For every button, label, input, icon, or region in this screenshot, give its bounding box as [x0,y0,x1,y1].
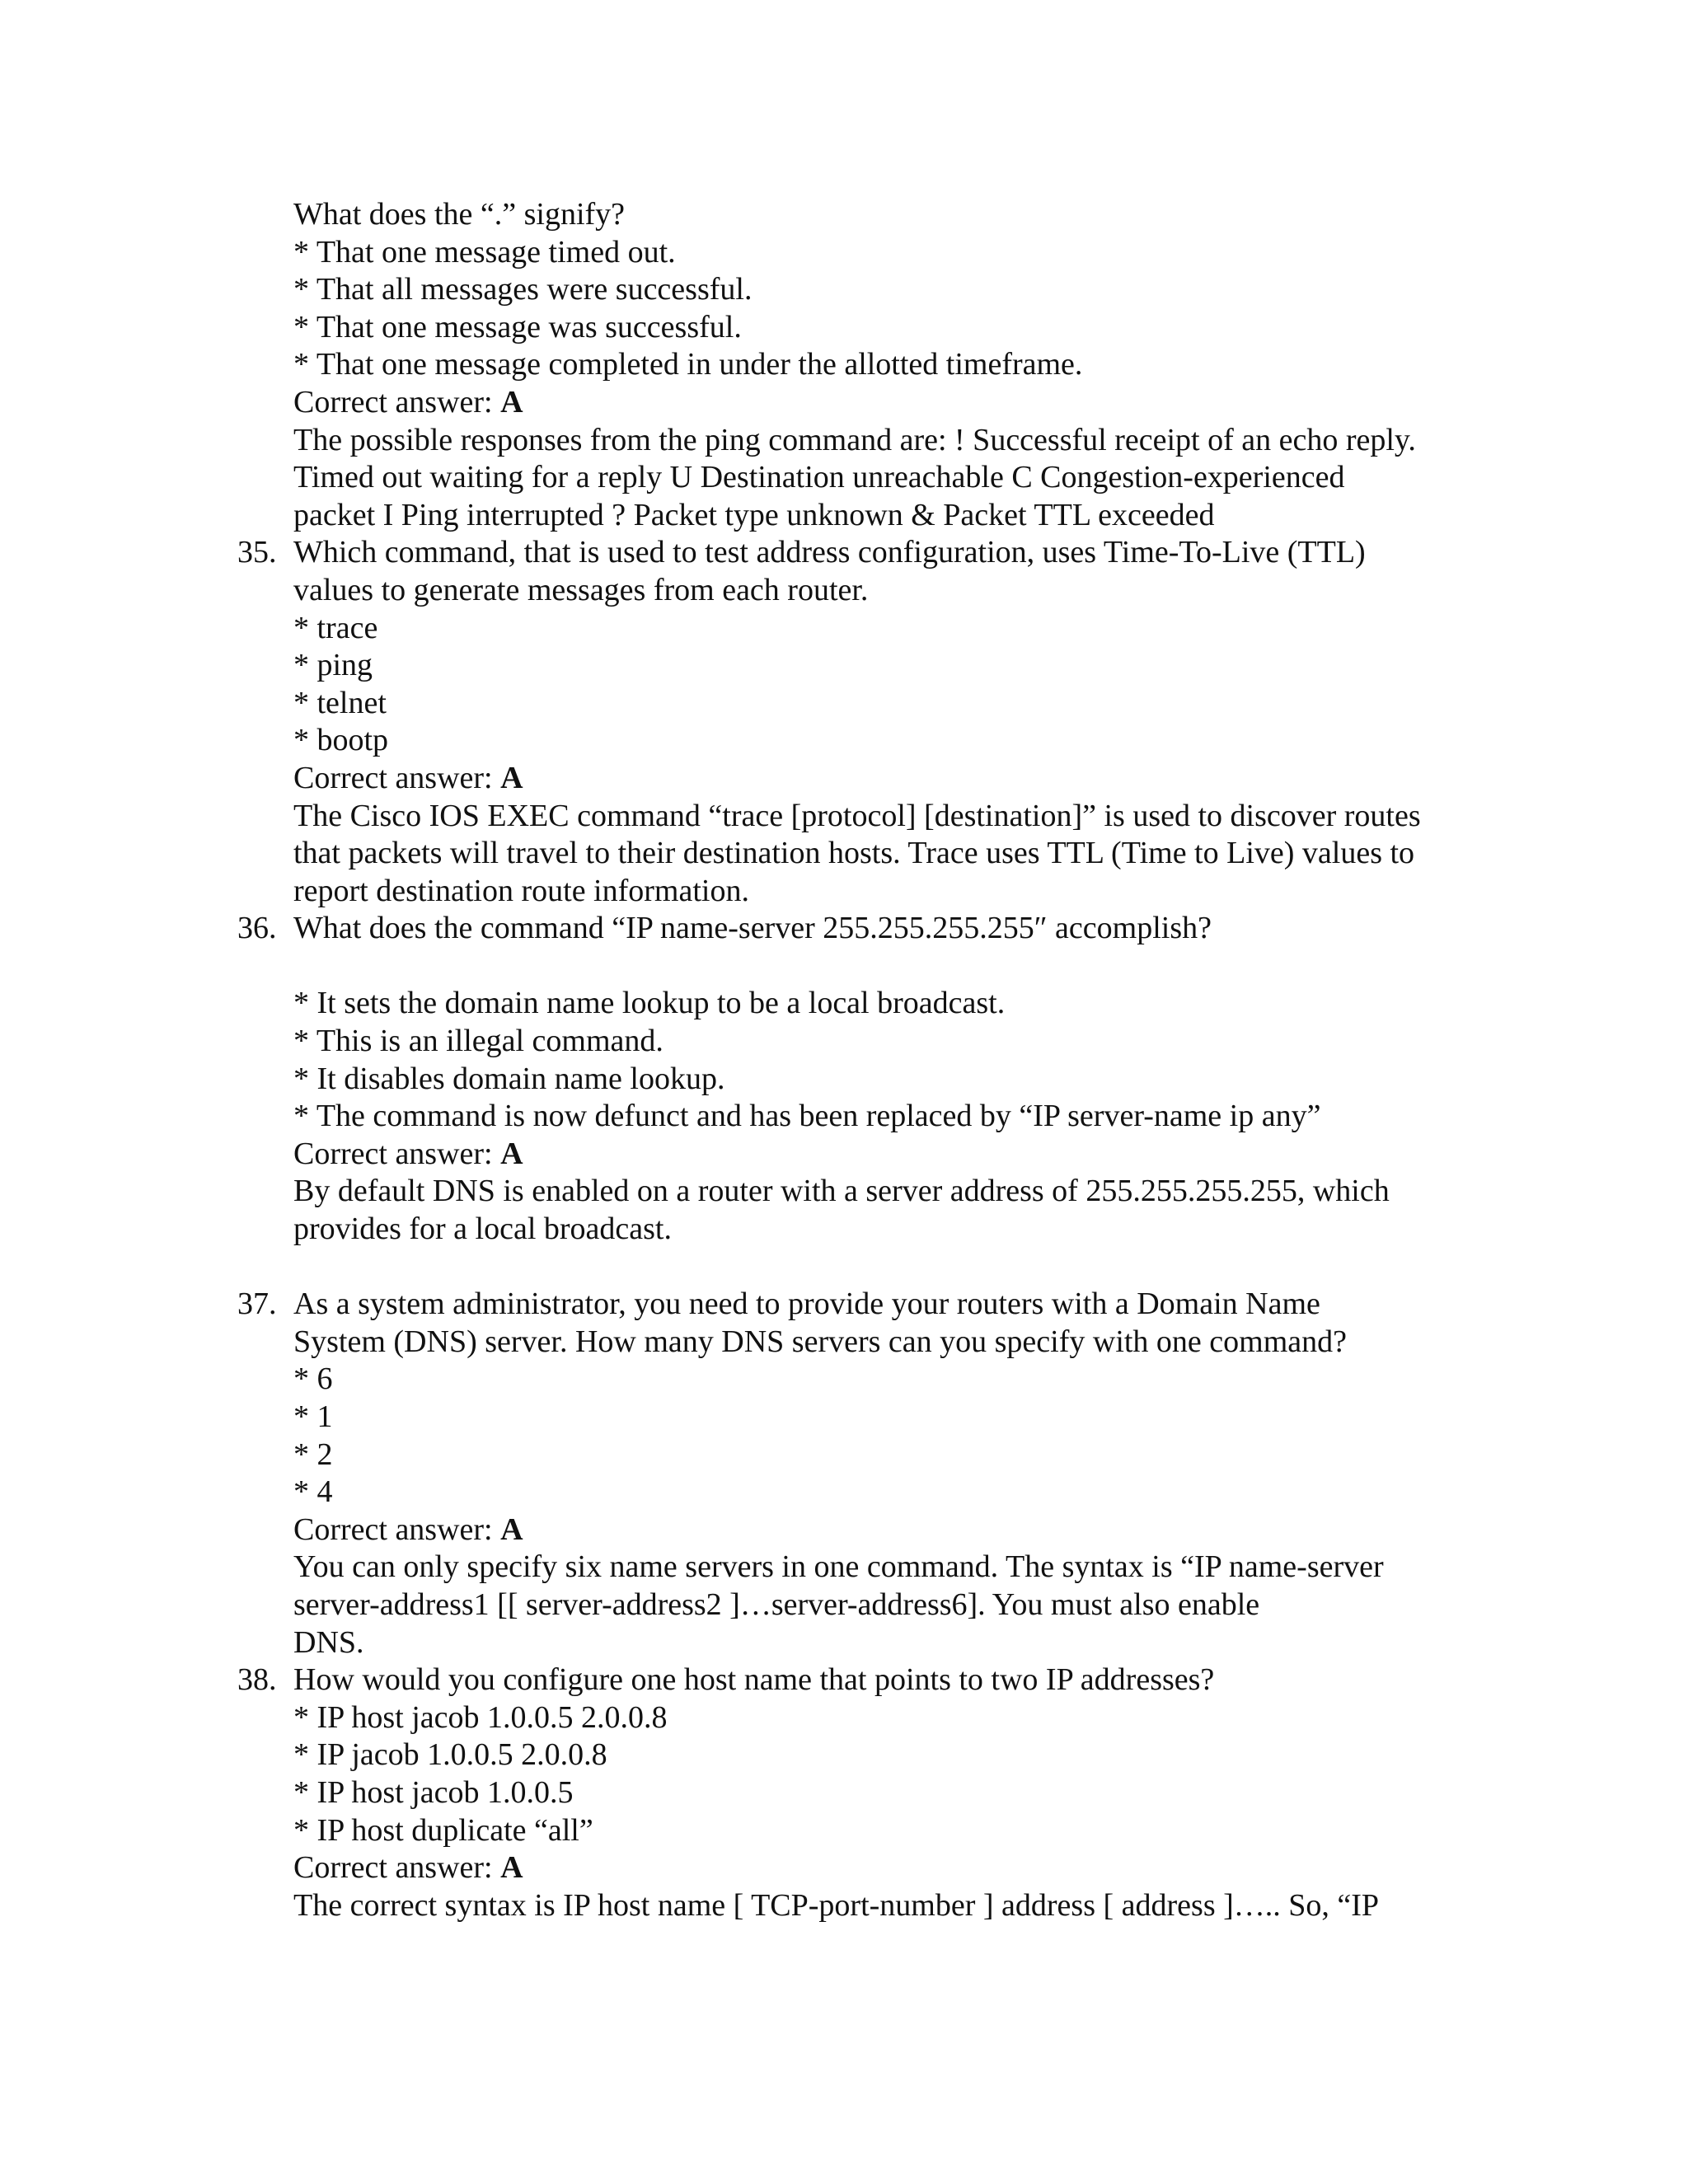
answer-option: * trace [293,610,378,645]
question-block-36 [0,910,1688,1286]
correct-answer-label: Correct answer: [293,760,501,795]
explanation-line: report destination route information. [293,873,749,908]
answer-option: * This is an illegal command. [293,1024,663,1059]
answer-option: * 6 [293,1361,333,1397]
answer-option: * 2 [293,1436,333,1472]
answer-option: * That one message completed in under the allotted timeframe. [293,347,1083,382]
correct-answer [0,384,1688,422]
answer-option: * That one message was successful. [293,309,742,344]
question-number: 36. [237,911,277,946]
answer-option: * IP host duplicate “all” [293,1812,593,1848]
answer-option: * It disables domain name lookup. [293,1061,725,1096]
question-number: 35. [237,535,277,570]
explanation-line: You can only specify six name servers in one command. The syntax is “IP name-server [293,1549,1384,1585]
question-block-35 [0,534,1688,910]
correct-answer-letter: A [500,1136,523,1171]
question-number: 38. [237,1662,277,1698]
explanation-line: that packets will travel to their destination hosts. Trace uses TTL (Time to Live) values to [293,836,1415,871]
answer-option: * That all messages were successful. [293,272,753,307]
question-text: System (DNS) server. How many DNS servers can you specify with one command? [293,1324,1348,1359]
correct-answer [0,1136,1688,1174]
answer-option: * The command is now defunct and has been replaced by “IP server-name ip any” [293,1099,1321,1134]
question-text: What does the “.” signify? [293,197,626,232]
explanation-line: The correct syntax is IP host name [ TCP-port-number ] address [ address ]….. So, “IP [293,1887,1380,1923]
correct-answer-letter: A [500,384,523,419]
correct-answer [0,1849,1688,1887]
answer-option: * ping [293,648,373,683]
correct-answer-label: Correct answer: [293,384,501,419]
answer-option: * bootp [293,723,389,758]
question-text: 36. What does the command “IP name-server 255.255.255.255″ accomplish? [0,910,1688,948]
explanation-line: The possible responses from the ping command are: ! Successful receipt of an echo reply. [293,422,1416,457]
answer-option: * telnet [293,685,387,720]
answer-option: * IP host jacob 1.0.0.5 [293,1774,574,1810]
correct-answer-label: Correct answer: [293,1850,501,1886]
explanation-line: DNS. [293,1624,364,1660]
answer-option: * IP host jacob 1.0.0.5 2.0.0.8 [293,1699,668,1735]
answer-option: * It sets the domain name lookup to be a local broadcast. [293,986,1006,1021]
question-block-38 [0,1661,1688,1924]
blank-line [0,1249,1688,1286]
correct-answer-label: Correct answer: [293,1511,501,1547]
explanation-line: The Cisco IOS EXEC command “trace [protocol] [destination]” is used to discover routes [293,798,1421,833]
correct-answer-letter: A [500,1511,523,1547]
answer-option: * 1 [293,1399,333,1434]
answer-option: * That one message timed out. [293,234,676,269]
question-text: 35. Which command, that is used to test address configuration, uses Time-To-Live (TTL) [0,534,1688,572]
explanation-line: server-address1 [[ server-address2 ]…server-address6]. You must also enable [293,1586,1260,1622]
correct-answer-letter: A [500,1850,523,1886]
explanation-line: provides for a local broadcast. [293,1212,672,1247]
question-number: 37. [237,1286,277,1322]
correct-answer-label: Correct answer: [293,1136,501,1171]
document-page [0,196,1688,1924]
blank-line [0,948,1688,986]
question-block-continuation [0,196,1688,534]
question-text: 38. How would you configure one host name that points to two IP addresses? [0,1661,1688,1699]
question-text: 37. As a system administrator, you need to provide your routers with a Domain Name [0,1286,1688,1324]
correct-answer-letter: A [500,760,523,795]
explanation-line: Timed out waiting for a reply U Destination unreachable C Congestion-experienced [293,460,1345,495]
question-text: values to generate messages from each router. [293,572,869,607]
answer-option: * 4 [293,1474,333,1510]
correct-answer [0,1511,1688,1549]
explanation-line: By default DNS is enabled on a router with a server address of 255.255.255.255, which [293,1174,1390,1209]
explanation-line: packet I Ping interrupted ? Packet type unknown & Packet TTL exceeded [293,497,1215,532]
question-block-37 [0,1286,1688,1661]
correct-answer [0,760,1688,798]
answer-option: * IP jacob 1.0.0.5 2.0.0.8 [293,1737,607,1773]
